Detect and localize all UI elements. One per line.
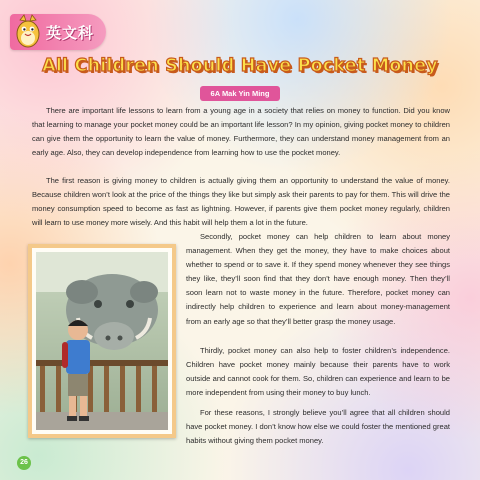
cartoon-mascot-icon — [14, 12, 42, 50]
paragraph-intro: There are important life lessons to learn from a young age in a society that relies on money to function. Did you know that learning to manage your pocket money could be an important life lesson? In my opinion, giving pocket money to children can give them the opportunity to learn the value of money. Furthermore, they can understand money management from an early age. Also, they can develop independence from learning how to use the pocket money. — [32, 106, 450, 158]
article-title: All Children Should Have Pocket Money — [42, 56, 438, 76]
student-photo — [28, 244, 176, 438]
author-badge: 6A Mak Yin Ming — [200, 86, 280, 101]
paragraph-third-reason: Thirdly, pocket money can also help to foster children’s independence. Children have pocket money mainly because their parents have to work outside and cannot cook for them. So, children can experience and learn to be more independent from using their money to buy lunch. — [186, 346, 450, 398]
paragraph-first-reason: The first reason is giving money to children is actually giving them an opportunity to understand the value of money. Because children won’t look at the price of the things they like but simply ask their parents to pay for them. This will drive the money consumption speed to become as fast as lightning. However, if parents give them pocket money regularly, children will learn to use money more wisely. And this habit will help them a lot in the future. — [32, 176, 450, 228]
page-number: 26 — [17, 456, 31, 470]
subject-label: 英文科 — [46, 24, 95, 42]
student-with-warthog-sculpture-image — [36, 252, 168, 430]
paragraph-conclusion: For these reasons, I strongly believe you’ll agree that all children should have pocket money. I don’t know how else we could foster the mentioned great habits without giving them pocket money. — [186, 408, 450, 446]
paragraph-second-reason: Secondly, pocket money can help children to learn about money management. When they get the money, they have to make choices about whether to spend or to save it. If they spend money whenever they see things they like, they’ll soon find that they don’t have enough money. Then they’ll soon learn not to waste money in the future. Therefore, pocket money can indirectly help children to experience and learn about money-management from an early age so that they’ll better grasp the money usage. — [186, 232, 450, 326]
